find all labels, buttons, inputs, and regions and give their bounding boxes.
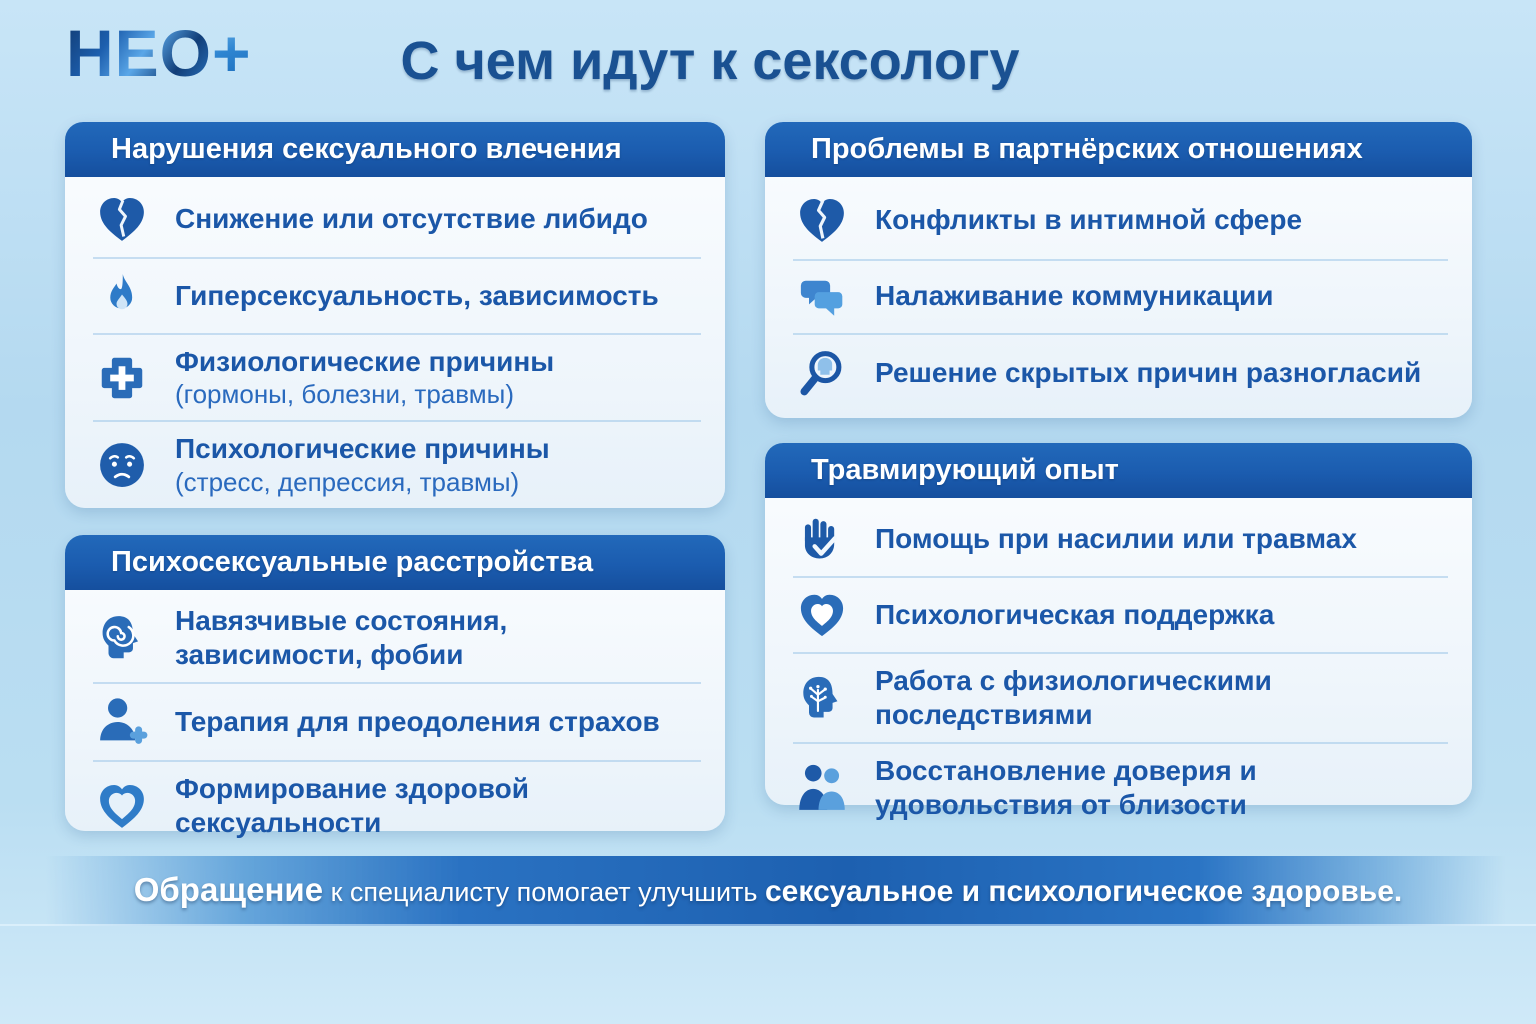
chat-bubbles-icon bbox=[793, 271, 851, 323]
item-text: Снижение или отсутствие либидо bbox=[175, 202, 648, 234]
list-item bbox=[793, 652, 1448, 742]
card-header-label: Нарушения сексуального влечения bbox=[111, 133, 622, 165]
card-body bbox=[765, 498, 1472, 839]
worried-face-icon bbox=[93, 438, 151, 492]
card-header-label: Проблемы в партнёрских отношениях bbox=[811, 133, 1363, 165]
head-spiral-icon bbox=[93, 610, 151, 666]
item-textwrap bbox=[875, 356, 1421, 390]
medical-cross-icon bbox=[93, 351, 151, 405]
item-textwrap bbox=[175, 345, 554, 410]
list-item bbox=[793, 742, 1448, 832]
bottom-banner bbox=[0, 856, 1536, 926]
card-traumatic-experience bbox=[765, 443, 1472, 821]
banner-emphasis: сексуальное и психологическое здоровье. bbox=[764, 875, 1403, 908]
banner-middle: к специалисту помогает улучшить bbox=[323, 877, 765, 907]
card-header bbox=[65, 122, 725, 177]
card-header-label: Психосексуальные расстройства bbox=[111, 546, 594, 578]
banner-text bbox=[134, 871, 1403, 909]
list-item bbox=[93, 420, 701, 507]
item-text: Налаживание коммуникации bbox=[875, 280, 1274, 312]
page-title: С чем идут к сексологу bbox=[400, 31, 1020, 91]
item-subtext: (стресс, депрессия, травмы) bbox=[175, 466, 520, 497]
item-text: Работа с физиологическими последствиями bbox=[875, 665, 1272, 731]
item-textwrap bbox=[175, 202, 648, 236]
broken-heart-icon bbox=[93, 191, 151, 247]
list-item bbox=[93, 257, 701, 333]
item-text: Формирование здоровой сексуальности bbox=[175, 773, 529, 839]
logo-plus-sign: + bbox=[212, 16, 252, 90]
item-text: Гиперсексуальность, зависимость bbox=[175, 279, 659, 311]
magnifier-head-icon bbox=[793, 345, 851, 401]
hand-check-icon bbox=[793, 512, 851, 566]
list-item bbox=[793, 576, 1448, 652]
item-textwrap bbox=[875, 279, 1273, 313]
flame-icon bbox=[93, 269, 151, 323]
item-textwrap bbox=[175, 705, 660, 739]
item-textwrap bbox=[875, 754, 1448, 822]
list-item bbox=[793, 502, 1448, 576]
item-subtext: (гормоны, болезни, травмы) bbox=[175, 379, 514, 410]
item-text: Конфликты в интимной сфере bbox=[875, 203, 1303, 235]
list-item bbox=[793, 182, 1448, 258]
item-textwrap bbox=[175, 604, 701, 672]
logo-text-neo: НЕО bbox=[66, 16, 213, 90]
broken-heart-icon bbox=[793, 192, 851, 248]
heart-inner-icon bbox=[793, 588, 851, 642]
card-body bbox=[765, 177, 1472, 418]
list-item bbox=[93, 594, 701, 682]
list-item bbox=[93, 682, 701, 760]
item-textwrap bbox=[875, 598, 1274, 632]
couple-icon bbox=[793, 760, 851, 816]
item-textwrap bbox=[875, 522, 1357, 556]
list-item bbox=[93, 181, 701, 257]
item-textwrap bbox=[875, 203, 1302, 237]
item-text: Психологические причины bbox=[175, 433, 550, 465]
card-header-label: Травмирующий опыт bbox=[811, 454, 1119, 486]
card-header bbox=[765, 122, 1472, 177]
card-body bbox=[65, 177, 725, 514]
card-body bbox=[65, 590, 725, 857]
item-text: Помощь при насилии или травмах bbox=[875, 522, 1357, 554]
list-item bbox=[793, 259, 1448, 333]
item-text: Решение скрытых причин разногласий bbox=[875, 357, 1422, 389]
item-textwrap bbox=[875, 664, 1448, 732]
item-text: Психологическая поддержка bbox=[875, 598, 1275, 630]
heart-icon bbox=[93, 778, 151, 834]
item-textwrap bbox=[175, 432, 550, 497]
banner-lead: Обращение bbox=[133, 871, 324, 908]
item-text: Физиологические причины bbox=[175, 346, 555, 377]
item-text: Терапия для преодоления страхов bbox=[175, 706, 660, 738]
item-textwrap bbox=[175, 279, 659, 313]
head-tree-icon bbox=[793, 671, 851, 725]
card-header bbox=[765, 443, 1472, 498]
card-header bbox=[65, 535, 725, 590]
item-text: Восстановление доверия и удовольствия от близости bbox=[875, 755, 1257, 821]
list-item bbox=[93, 760, 701, 850]
item-textwrap bbox=[175, 772, 701, 840]
card-partner-relationship-problems bbox=[765, 122, 1472, 418]
item-text: Навязчивые состояния, зависимости, фобии bbox=[175, 605, 508, 671]
list-item bbox=[793, 333, 1448, 411]
card-sexual-desire-disorders bbox=[65, 122, 725, 508]
list-item bbox=[93, 333, 701, 420]
person-plus-icon bbox=[93, 694, 151, 750]
card-psychosexual-disorders bbox=[65, 535, 725, 839]
